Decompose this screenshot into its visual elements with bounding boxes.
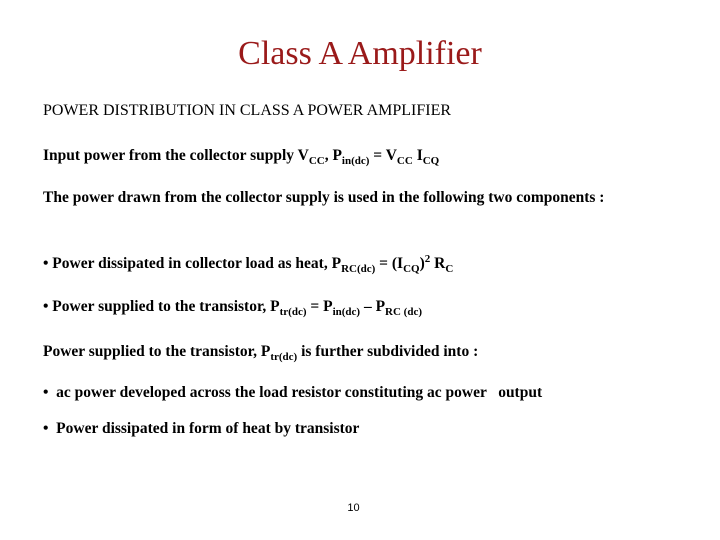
slide-title: Class A Amplifier <box>238 35 482 72</box>
bullet1-eq: = (I <box>375 255 404 272</box>
list-item-heat: • Power dissipated in form of heat by transistor <box>43 420 360 437</box>
ptr-subscript: tr(dc) <box>270 351 298 363</box>
icq-subscript: CQ <box>403 263 420 275</box>
ptr-subscript: tr(dc) <box>279 306 307 318</box>
vcc-subscript-2: CC <box>396 155 413 167</box>
vcc-subscript: CC <box>308 155 325 167</box>
rc-subscript: C <box>445 263 454 275</box>
bullet1-text: • Power dissipated in collector load as heat, P <box>43 255 342 272</box>
section-heading: POWER DISTRIBUTION IN CLASS A POWER AMPLIFIER <box>43 102 452 119</box>
bullet2-eq: = P <box>306 298 333 315</box>
page-number: 10 <box>347 502 360 514</box>
comma-p-text: , P <box>324 147 342 164</box>
bullet2-text: • Power supplied to the transistor, P <box>43 298 280 315</box>
pin-subscript: in(dc) <box>341 155 370 167</box>
bullet-transistor-power <box>43 296 683 318</box>
i-text: I <box>412 147 423 164</box>
bullet1-close: ) <box>419 255 425 272</box>
squared-superscript: 2 <box>424 253 431 265</box>
list-item-ac-power: • ac power developed across the load resistor constituting ac power output <box>43 384 543 401</box>
subdivided-text: Power supplied to the transistor, P <box>43 343 271 360</box>
icq-subscript: CQ <box>422 155 440 167</box>
input-power-line <box>43 145 683 167</box>
input-power-text: Input power from the collector supply V <box>43 147 309 164</box>
equals-v-text: = V <box>369 147 397 164</box>
bullet1-r: R <box>430 255 446 272</box>
subdivided-line <box>43 341 683 363</box>
bullet-collector-load <box>43 253 683 275</box>
pin-subscript: in(dc) <box>332 306 361 318</box>
bullet2-minus: – P <box>360 298 386 315</box>
prc-subscript: RC (dc) <box>385 306 423 318</box>
prc-subscript: RC(dc) <box>341 263 376 275</box>
power-drawn-paragraph: The power drawn from the collector supply is used in the following two components : <box>43 189 605 206</box>
subdivided-rest: is further subdivided into : <box>297 343 479 360</box>
